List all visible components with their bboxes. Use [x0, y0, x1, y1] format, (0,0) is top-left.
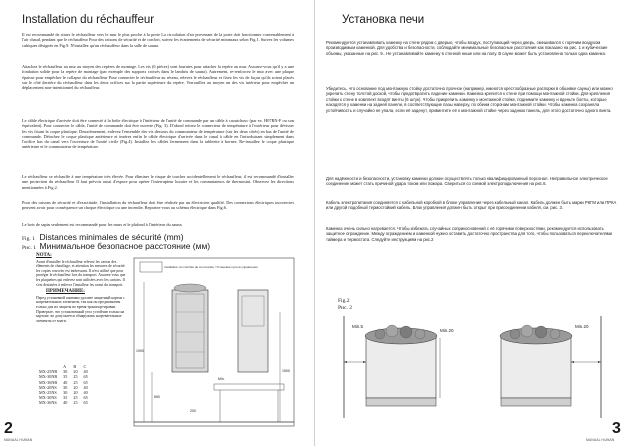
- paragraph-fr-1: Il est recommandé de situer le réchauffeur vers le mur le plus proche à la porte La circulation d'air provenant de la porte doit fonctionner convenablement à l'air chaud, pendant que le réchauffeur Pour des raisons de sécurité et de confort, suivez les écartements de sécurité minimaux selon Fig.1. Suivez les volumes cubiques désignés en Fig.9. N'installez qu'un réchauffeur dans la salle de sauna.: [22, 32, 294, 48]
- dims-cell: MX-25NB: [39, 369, 58, 375]
- dims-cell: 65: [83, 379, 88, 385]
- right-page: [316, 0, 631, 446]
- dims-cell: 25: [73, 395, 78, 401]
- dims-cell: 20: [73, 384, 78, 390]
- note-title: NOTA:: [36, 253, 52, 258]
- fig1-caption-ru: Минимальное безопасное расстояние (мм): [39, 241, 211, 251]
- dims-cell: MX-25NS: [39, 390, 57, 396]
- dims-cell: 40: [63, 400, 68, 406]
- paragraph-ru-5: Каменка очень сильно нагревается. Чтобы избежать случайных соприкосновений с её горячими поверхностями, рекомендуется использовать защитное ограждение. Между ограждением и каменкой нужно оставить достаточно пространства для того, чтобы пользоваться переключателями таймера и термостата. Следуйте инструкциям на рис.2: [326, 226, 613, 242]
- footer-right: MANUAL HUMAN: [586, 438, 615, 442]
- paragraph-ru-1: Рекомендуется устанавливать каменку на стене рядом с дверью, чтобы воздух, поступающий через дверь, смешивался с горячим воздухом производимым каменкой. Для удобства и безопасности, соблюдайте минимальные безопасные расстояния как показано на рис. 1 и кубические объемы, указанные на рис. 9.. Не устанавливайте каменку в стенной нише или на полу. В сауне может быть установлена только одна каменка.: [326, 40, 608, 56]
- dims-cell: 65: [83, 374, 88, 380]
- dimensions-table: [36, 364, 91, 406]
- page-title-ru: Установка печи: [342, 14, 425, 26]
- dims-cell: 35: [63, 374, 68, 380]
- min-label-1: Min.5: [352, 324, 364, 329]
- diagram-top-note: Installation du contrôle de commande / Установка пульта управления: [164, 265, 258, 269]
- left-page: [0, 0, 315, 446]
- note-box: [36, 254, 126, 323]
- fig1-caption-fr: Distances minimales de sécurité (mm): [39, 232, 184, 242]
- dims-cell: 30: [63, 390, 68, 396]
- prim-title: ПРИМЕЧАНИЕ:: [46, 289, 85, 295]
- dims-cell: 65: [83, 395, 88, 401]
- note-text: Avant d'installer le réchauffeur relevez les carton des éléments de chauffage, et attention les mesures de sécurité. les copies couvrier est intéressant. Il n'est utilisé que pour protéger le réchauffeur lors du transport. Assurez-vous que les plaquettes qui enlevez sont utilisées avec les cartons. Il s'est destinées à enlever l'installeur les avant du transport.: [36, 259, 126, 287]
- dims-header-cell: A: [63, 364, 67, 369]
- fig1-ris-label: Рис. 1: [22, 245, 36, 251]
- figure-1-caption: [22, 234, 210, 252]
- dims-cell: MX-20NS: [39, 384, 57, 390]
- dims-cell: 25: [73, 379, 78, 385]
- dims-header-cell: B: [73, 364, 77, 369]
- figure-2-front-diagram: [336, 312, 456, 422]
- dims-cell: 65: [83, 400, 88, 406]
- fig1-label: Fig. 1: [22, 236, 35, 242]
- fig2-ris-label: Рис. 2: [338, 304, 352, 311]
- paragraph-ru-2: Убедитесь, что основание под монтажную стойку достаточно прочное (например, имеются крестообразные распорки в обшивке сауны) или можно укрепить стену толстой доской, чтобы предотвратить падение каменки. Каменка крепится к стене при помощи монтажной стойки. Для крепления стойки к стене в комплект входят винты (6 штук). Чтобы прикрепить каменку к монтажной стойке, поднимите каменку и вденьте болты, которые находятся у каменки на задней панели, в соответствующие пазы наверху, по обеим сторонам монтажной стойки. Чтобы каменка сохраняла устойчивость и случайно не упала, если её заденут, привинтите её к монтажной стойке через заднюю панель, для этого достаточно одного винта.: [326, 86, 613, 113]
- dims-cell: 30: [63, 384, 68, 390]
- footer-left: MANUAL HUMAN: [4, 438, 33, 442]
- dims-cell: 40: [83, 384, 88, 390]
- page-title-fr: Installation du réchauffeur: [22, 14, 155, 26]
- paragraph-ru-4: Кабель электропитания соединяется с кабельной коробкой в блоке управления через кабельный канал. Кабель должен быть марки РКГМ или ПРКА или другой подобный термостойкий кабель. Блок управления должен быть открыт при присоединении кабеля, см. рис. 3.: [326, 200, 617, 211]
- dims-cell: 20: [73, 369, 78, 375]
- diagram-height-4: 1500: [282, 369, 290, 373]
- diagram-min-label: Min.: [218, 377, 225, 381]
- paragraph-ru-3: Для надёжности и безопасности, установку каменки должен осуществлять только квалифицированный персонал. Неправильное электрическое соединение может стать причиной удара током или пожара. Свериться со схемой электроподключения на рис.6.: [326, 176, 608, 187]
- figure-2-caption: [338, 298, 352, 311]
- dims-cell: 30: [63, 369, 68, 375]
- paragraph-fr-4: Le réchauffeur se réchauffe à une température très élevée. Pour éliminer le risque de toucher accidentellement le réchauffeur, il est recommandé d'installer une protection du réchauffeur Il faut prévoir aussi d'espace pour opérer l'interrupteur horaire et les commutateurs de thermostat. Observez les directions mentionnées à Fig.2.: [22, 174, 294, 190]
- fig2-label: Fig.2: [338, 298, 350, 304]
- diagram-height-1: 1900: [136, 349, 144, 353]
- page-number-left: 2: [4, 420, 13, 437]
- dims-header-cell: C: [83, 364, 87, 369]
- diagram-height-2: 650: [154, 395, 160, 399]
- dims-cell: MX-30NB: [39, 374, 58, 380]
- dims-cell: MX-36NB: [39, 379, 58, 385]
- dims-cell: MX-36NS: [39, 400, 57, 406]
- dims-cell: 25: [73, 374, 78, 380]
- dims-cell: 25: [73, 400, 78, 406]
- diagram-height-3: 200: [190, 409, 196, 413]
- figure-2-side-diagram: [481, 312, 611, 422]
- dims-cell: 20: [73, 390, 78, 396]
- paragraph-fr-5: Pour des raisons de sécurité et d'exactitude, l'installation du réchauffeur doit être réalisée par un électricien qualifié. Des connexions électriques incorrectes peuvent avoir pour conséquence un choque électrique ou une incendie. Reportez-vous au schéma électrique dans Fig.6.: [22, 200, 294, 211]
- dims-cell: 40: [63, 379, 68, 385]
- dims-cell: MX-30NS: [39, 395, 57, 401]
- dims-cell: 35: [63, 395, 68, 401]
- dims-cell: 40: [83, 369, 88, 375]
- prim-text: Перед установкой каменки удалите защитный картон с нагревательных элементов, так как он предназначен только для их защиты во время транспортировки. Проверьте, что установочный угол устойчив только на картоне, во допускается обнаружить нагревательные элементы от влаги.: [36, 295, 125, 323]
- table-row: [36, 400, 91, 405]
- min-label-2: Min.20: [440, 328, 454, 333]
- paragraph-fr-6: Le bois de sapin seulement est recommandé pour les murs et le plafond à l'intérieur du sauna.: [22, 222, 183, 227]
- page-number-right: 3: [612, 420, 621, 437]
- paragraph-fr-2: Attachez le réchauffeur au mur au moyen des repères de montage. Les vis (6 pièces) sont fournies pour attacher la repère au mur. Assurez-vous qu'il y a une fondation solide pour la repère de montage (par exemple des supports croisés dans le lambris de sauna). Autrement, re-renforcez le mur avec une plaque épaisse pour empêcher le collapse du réchauffeur Pour connecter le réchauffeur au réseau, relevez le réchauffeur et fixez les vis de façon qu'ils soient placés sur le côté derrière du réchauffeur dans les deux orifices sur la partie supérieure du repère. Verrouillez au moyen un des vis intérieur pour empêcher un déplacement non-intentionnel du réchauffeur.: [22, 64, 294, 91]
- paragraph-fr-3: Le câble électrique d'arrivée doit être connecté à la boîte électrique à l'intérieur de l'unité de commande par un câble à caoutchouc (par ex. H07RN-F ou son équivalent). Pour connecter le câble, l'unité de commande doit être ouverte (Fig. 3). D'abord retirez le connecteur de température à l'extérieur pour dévisser les vis fixant la coque plastique. Deuxièmement, enlevez l'ensemble des vis dessous du commutateur de température (sur les deux côtés) en bas de l'unité de commande. Détachez le coque plastique antérieure et insérez enfin le câble électrique d'arrivée dans le canal à câble en l'introduisant simplement dans l'orifice bas du canal vers l'ouverture de l'unité civile (Fig.4). Installez les câbles fermement dans la tableette à bornes. Re-installez le coque plastique antérieure et le commutateur de température.: [22, 118, 294, 150]
- dims-cell: 40: [83, 390, 88, 396]
- min-label-3: Min.20: [575, 324, 589, 329]
- figure-1-diagram: [130, 252, 300, 430]
